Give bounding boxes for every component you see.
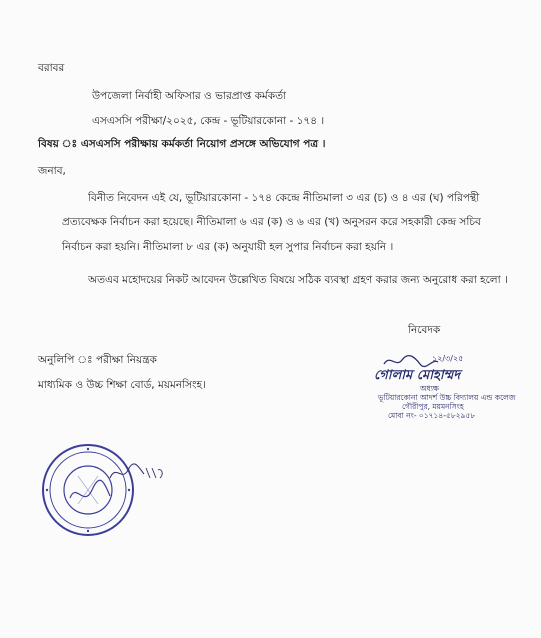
recipient-line-1: উপজেলা নির্বাহী অফিসার ও ভারপ্রাপ্ত কর্মকর্তা (92, 90, 287, 102)
body-line-3: নির্বাচন করা হয়নি। নীতিমালা ৮ এর (ক) অনুযায়ী হল সুপার নির্বাচন করা হয়নি । (62, 241, 394, 253)
request-line: অতএব মহোদয়ের নিকট আবেদন উল্লেখিত বিষয়ে সঠিক ব্যবস্থা গ্রহণ করার জন্য অনুরোধ করা হলো । (88, 274, 508, 286)
salutation: জনাব, (38, 165, 66, 177)
body-line-2: প্রত্যবেক্ষক নির্বাচন করা হয়েছে। নীতিমালা ৬ এর (ক) ও ৬ এর (খ) অনুসরন করে সহকারী কেন্দ্র সচিব (62, 216, 481, 228)
body-line-1: বিনীত নিবেদন এই যে, ভূটিয়ারকোনা - ১৭৪ কেন্দ্রে নীতিমালা ৩ এর (চ) ও ৪ এর (ঘ) পরিপন্থী (88, 192, 480, 204)
copy-to-line-2: মাধ্যমিক ও উচ্চ শিক্ষা বোর্ড, ময়মনসিংহ। (38, 379, 206, 391)
recipient-line-2: এসএসসি পরীক্ষা/২০২৫, কেন্দ্র - ভূটিয়ারকোনা - ১৭৪ । (92, 115, 325, 127)
subject-line: বিষয় ঃ এসএসসি পরীক্ষায় কর্মকর্তা নিয়োগ প্রসঙ্গে অভিযোগ পত্র । (38, 138, 326, 150)
signatory-title: অধ্যক্ষ (420, 384, 439, 393)
signatory-institution: ভূটিয়ারকোনা আদর্শ উচ্চ বিদ্যালয় এন্ড কলেজ (378, 393, 516, 402)
signature-date: ১২/৩/২৫ (432, 354, 464, 363)
signatory-location: গৌরীপুর, ময়মনসিংহ (402, 402, 464, 411)
signatory-name: গোলাম মোহাম্মদ (374, 368, 461, 383)
closing-label: নিবেদক (408, 324, 441, 336)
to-label: বরাবর (38, 62, 65, 74)
copy-to-line-1: অনুলিপি ঃ পরীক্ষা নিয়ন্ত্রক (38, 354, 157, 366)
institution-seal-stamp (40, 442, 136, 538)
signatory-phone: মোবা নং- ০১৭১৪-৫৮২৯৫৮ (388, 411, 476, 420)
seal-signature-scribble (108, 458, 168, 488)
